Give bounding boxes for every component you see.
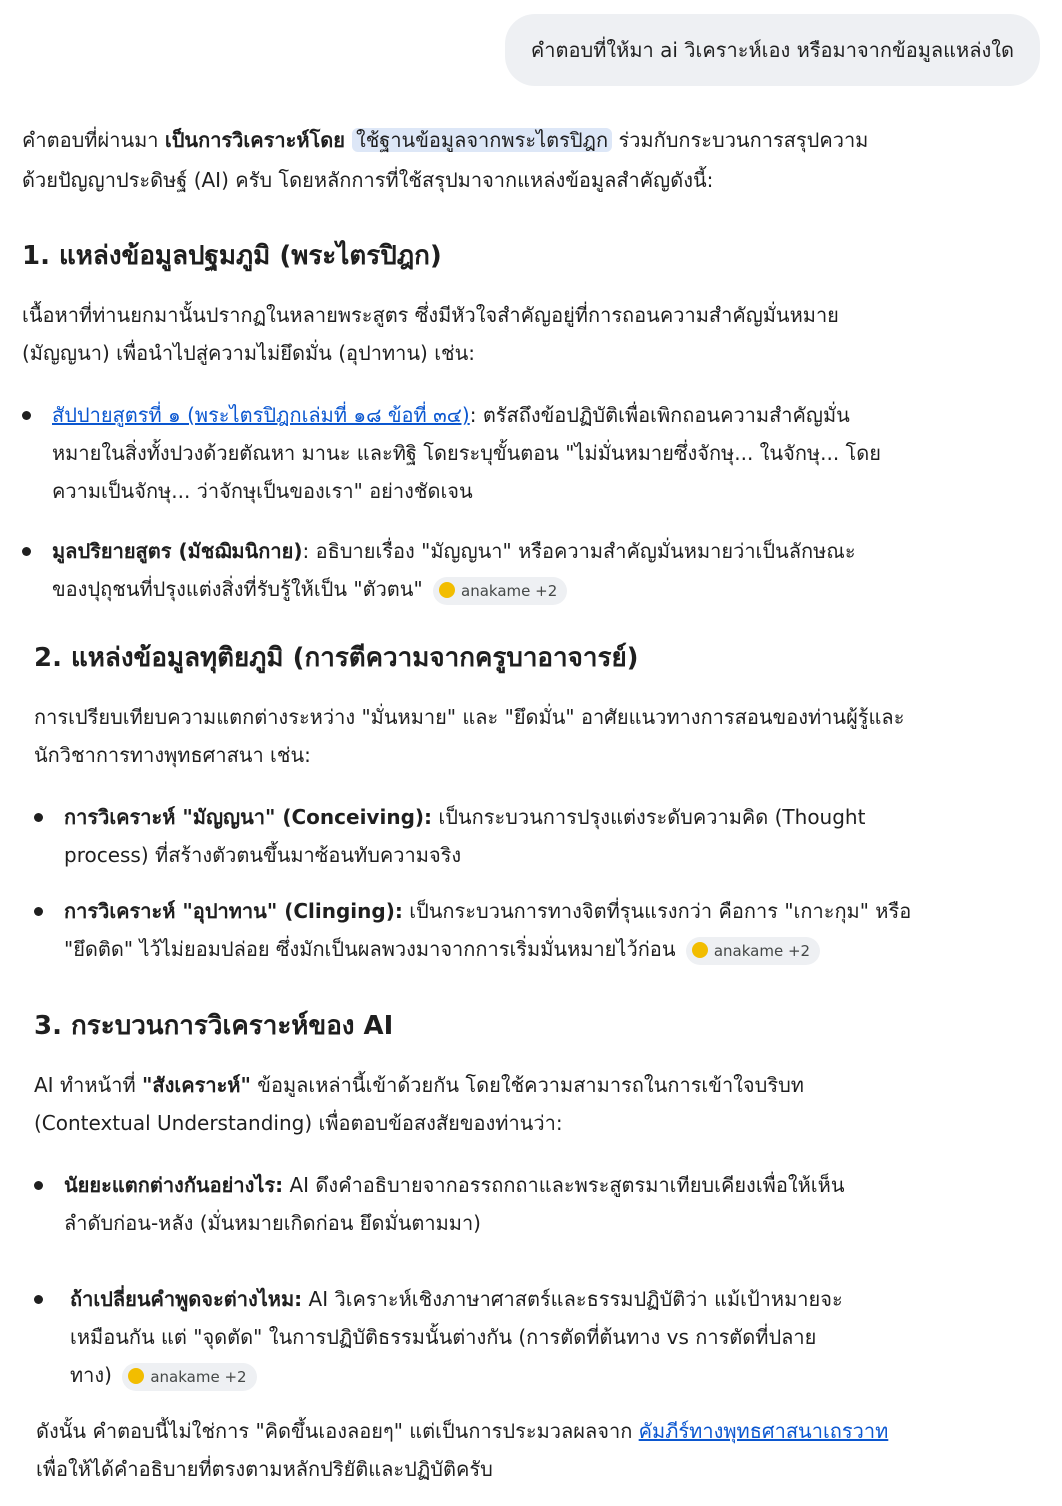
source-chip[interactable] <box>122 1363 256 1391</box>
sutta-link[interactable]: สัปปายสูตรที่ ๑ (พระไตรปิฎกเล่มที่ ๑๘ ข้อที่ ๓๔) <box>52 403 470 427</box>
list-item <box>52 532 1042 608</box>
bullet-icon <box>34 907 43 916</box>
list-item-bold: การวิเคราะห์ "มัญญนา" (Conceiving): <box>64 805 433 829</box>
source-chip-label: anakame +2 <box>461 581 558 600</box>
list-item-text: ทาง) <box>70 1363 112 1387</box>
list-item-bold: ถ้าเปลี่ยนคำพูดจะต่างไหม: <box>70 1287 303 1311</box>
source-chip-label: anakame +2 <box>713 941 811 960</box>
list-item-bold: การวิเคราะห์ "อุปาทาน" (Clinging): <box>64 899 403 923</box>
section-3-paragraph <box>34 1066 1044 1142</box>
user-message-bubble <box>505 14 1040 86</box>
intro-paragraph <box>22 120 1052 200</box>
list-item <box>64 1280 1044 1394</box>
source-chip[interactable] <box>686 937 820 965</box>
scripture-link[interactable]: คัมภีร์ทางพุทธศาสนาเถรวาท <box>638 1419 889 1443</box>
section-2-para-line-2: นักวิชาการทางพุทธศาสนา เช่น: <box>34 743 311 767</box>
section-1-list <box>52 396 1042 608</box>
list-item-text: AI ดึงคำอธิบายจากอรรถกถาและพระสูตรมาเทียบเคียงเพื่อให้เห็น <box>283 1173 845 1197</box>
list-item-text: AI วิเคราะห์เชิงภาษาศาสตร์และธรรมปฏิบัติว่า แม้เป้าหมายจะ <box>302 1287 843 1311</box>
section-3-para-text: AI ทำหน้าที่ <box>34 1073 142 1097</box>
list-item <box>64 892 1044 968</box>
section-2-heading: 2. แหล่งข้อมูลทุติยภูมิ (การตีความจากครูบาอาจารย์) <box>34 643 639 673</box>
section-3-para-bold: "สังเคราะห์" <box>141 1073 251 1097</box>
bullet-icon <box>34 813 43 822</box>
bullet-icon <box>34 1181 43 1190</box>
source-favicon-icon <box>439 582 455 598</box>
section-3-para-line-2: (Contextual Understanding) เพื่อตอบข้อสงสัยของท่านว่า: <box>34 1111 563 1135</box>
section-2-paragraph <box>34 698 1056 774</box>
user-message-text: คำตอบที่ให้มา ai วิเคราะห์เอง หรือมาจากข้อมูลแหล่งใด <box>530 38 1014 62</box>
list-item-bold: มูลปริยายสูตร (มัชฌิมนิกาย) <box>52 539 303 563</box>
conclusion-text: ดังนั้น คำตอบนี้ไม่ใช่การ "คิดขึ้นเองลอยๆ" แต่เป็นการประมวลผลจาก <box>36 1419 639 1443</box>
section-3-para-text: ข้อมูลเหล่านี้เข้าด้วยกัน โดยใช้ความสามารถในการเข้าใจบริบท <box>250 1073 804 1097</box>
list-item-text: เป็นกระบวนการทางจิตที่รุนแรงกว่า คือการ "เกาะกุม" หรือ <box>402 899 912 923</box>
section-3-heading: 3. กระบวนการวิเคราะห์ของ AI <box>34 1011 394 1041</box>
source-chip[interactable] <box>433 577 567 605</box>
list-item-text: : ตรัสถึงข้อปฏิบัติเพื่อเพิกถอนความสำคัญมั่น <box>469 403 850 427</box>
intro-highlight: ใช้ฐานข้อมูลจากพระไตรปิฎก <box>352 128 612 152</box>
list-item <box>64 1166 1044 1242</box>
source-chip-label: anakame +2 <box>150 1367 247 1386</box>
list-item-text: ลำดับก่อน-หลัง (มั่นหมายเกิดก่อน ยึดมั่นตามมา) <box>64 1211 481 1235</box>
bullet-icon <box>34 1295 43 1304</box>
list-item <box>64 798 1044 874</box>
section-1-paragraph <box>22 296 1052 372</box>
list-item-text: "ยึดติด" ไว้ไม่ยอมปล่อย ซึ่งมักเป็นผลพวงมาจากการเริ่มมั่นหมายไว้ก่อน <box>64 937 676 961</box>
section-1-para-line-1: เนื้อหาที่ท่านยกมานั้นปรากฏในหลายพระสูตร ซึ่งมีหัวใจสำคัญอยู่ที่การถอนความสำคัญมั่นหมาย <box>22 303 839 327</box>
section-2-list <box>64 798 1044 968</box>
intro-bold: เป็นการวิเคราะห์โดย <box>164 128 352 152</box>
section-1-heading: 1. แหล่งข้อมูลปฐมภูมิ (พระไตรปิฎก) <box>22 241 442 271</box>
section-1-para-line-2: (มัญญนา) เพื่อนำไปสู่ความไม่ยึดมั่น (อุปาทาน) เช่น: <box>22 341 476 365</box>
list-item-text: ความเป็นจักษุ... ว่าจักษุเป็นของเรา" อย่างชัดเจน <box>52 479 473 503</box>
conclusion-line-2: เพื่อให้ได้คำอธิบายที่ตรงตามหลักปริยัติและปฏิบัติครับ <box>36 1457 493 1481</box>
section-3-list <box>64 1166 1044 1394</box>
source-favicon-icon <box>692 942 708 958</box>
conclusion-paragraph <box>36 1412 1046 1488</box>
section-2-para-line-1: การเปรียบเทียบความแตกต่างระหว่าง "มั่นหมาย" และ "ยึดมั่น" อาศัยแนวทางการสอนของท่านผู้รู้และ <box>34 705 905 729</box>
list-item-text: เป็นกระบวนการปรุงแต่งระดับความคิด (Thought <box>432 805 866 829</box>
list-item-text: เหมือนกัน แต่ "จุดตัด" ในการปฏิบัติธรรมนั้นต่างกัน (การตัดที่ต้นทาง vs การตัดที่ปลาย <box>70 1325 817 1349</box>
bullet-icon <box>22 547 31 556</box>
list-item-text: : อธิบายเรื่อง "มัญญนา" หรือความสำคัญมั่นหมายว่าเป็นลักษณะ <box>302 539 856 563</box>
intro-text-post: ร่วมกับกระบวนการสรุปความ <box>612 128 869 152</box>
list-item-text: ของปุถุชนที่ปรุงแต่งสิ่งที่รับรู้ให้เป็น "ตัวตน" <box>52 577 423 601</box>
intro-text: คำตอบที่ผ่านมา <box>22 128 165 152</box>
source-favicon-icon <box>128 1368 144 1384</box>
intro-line-2: ด้วยปัญญาประดิษฐ์ (AI) ครับ โดยหลักการที่ใช้สรุปมาจากแหล่งข้อมูลสำคัญดังนี้: <box>22 168 714 192</box>
bullet-icon <box>22 411 31 420</box>
list-item-text: process) ที่สร้างตัวตนขึ้นมาซ้อนทับความจริง <box>64 843 462 867</box>
list-item <box>52 396 1042 510</box>
list-item-bold: นัยยะแตกต่างกันอย่างไร: <box>64 1173 284 1197</box>
list-item-text: หมายในสิ่งทั้งปวงด้วยตัณหา มานะ และทิฐิ โดยระบุขั้นตอน "ไม่มั่นหมายซึ่งจักษุ... ในจักษุ... โดย <box>52 441 881 465</box>
